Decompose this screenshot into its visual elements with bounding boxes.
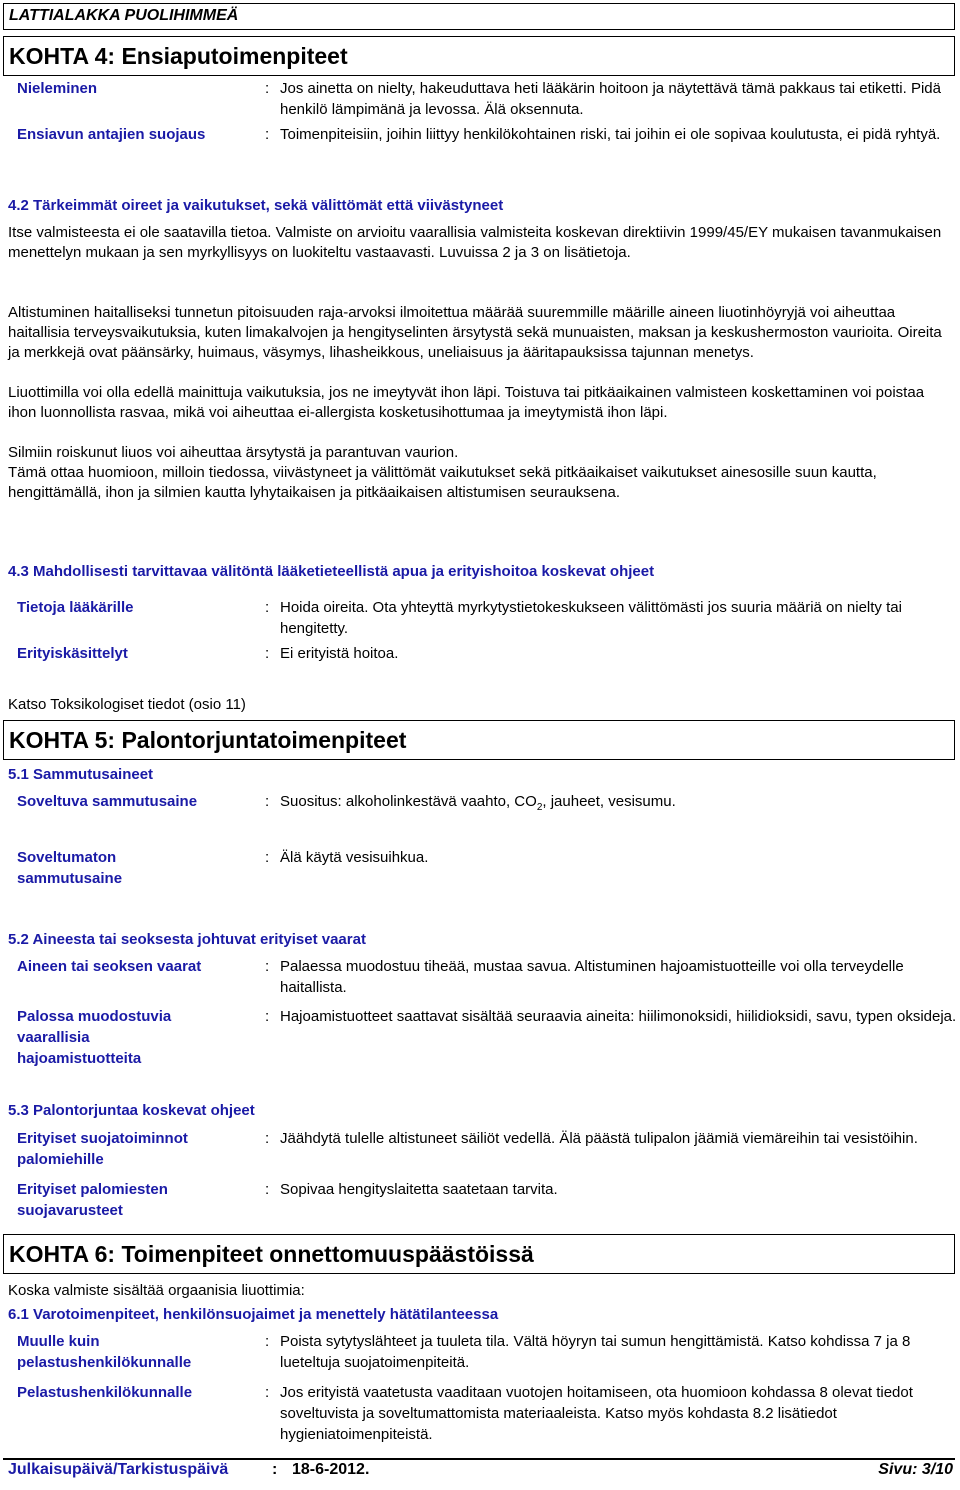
- row-value: Jos erityistä vaatetusta vaaditaan vuotojen hoitamiseen, ota huomioon kohdassa 8 olevat tiedot soveltuvista ja soveltumattomista materiaaleista. Katso myös kohdasta 8.2 lisätiedot hygieniatoimenpiteistä.: [280, 1384, 913, 1443]
- row-value: Jos ainetta on nielty, hakeuduttava heti lääkärin hoitoon ja näytettävä tämä pakkaus tai etiketti. Pidä henkilö lämpimänä ja levossa. Älä oksennuta.: [280, 80, 941, 118]
- section-6-intro: Koska valmiste sisältää orgaanisia liuottimia:: [8, 1282, 305, 1299]
- section-6-title-box: [3, 1234, 955, 1274]
- row-label: Soveltuva sammutusaine: [17, 793, 198, 810]
- paragraph: Silmiin roiskunut liuos voi aiheuttaa ärsytystä ja parantuvan vaurion.: [8, 444, 459, 461]
- row-value: Hoida oireita. Ota yhteyttä myrkytystietokeskukseen välittömästi jos suuria määriä on nielty tai hengitetty.: [280, 599, 902, 637]
- row-value: Poista sytytyslähteet ja tuuleta tila. Vältä höyryn tai sumun hengittämistä. Katso kohdissa 7 ja 8 lueteltuja suojatoimenpiteitä.: [280, 1333, 911, 1371]
- row-label: Aineen tai seoksen vaarat: [17, 958, 202, 975]
- footer-date-label: Julkaisupäivä/Tarkistuspäivä: [8, 1461, 229, 1478]
- row-value: Ei erityistä hoitoa.: [280, 645, 399, 662]
- row-colon: :: [265, 793, 270, 810]
- paragraph: Liuottimilla voi olla edellä mainittuja vaikutuksia, jos ne imeytyvät ihon läpi. Toistuva tai pitkäaikainen valmisteen koskettaminen voi poistaa ihon luonnollista rasvaa, mikä voi aiheuttaa ei-allergista kosketusihottumaa ja imeytymistä ihon läpi.: [8, 384, 925, 421]
- row-colon: :: [265, 80, 270, 97]
- section-6-title: KOHTA 6: Toimenpiteet onnettomuuspäästöissä: [9, 1241, 534, 1267]
- value-text: Suositus: alkoholinkestävä vaahto, CO: [280, 793, 537, 810]
- row-value: Älä käytä vesisuihkua.: [280, 849, 429, 866]
- row-colon: :: [265, 599, 270, 616]
- subsection-5-3-title: 5.3 Palontorjuntaa koskevat ohjeet: [8, 1102, 255, 1119]
- row-value: Toimenpiteisiin, joihin liittyy henkilökohtainen riski, tai joihin ei ole sopivaa koulutusta, ei pidä ryhtyä.: [280, 126, 941, 143]
- subsection-6-1-title: 6.1 Varotoimenpiteet, henkilönsuojaimet ja menettely hätätilanteessa: [8, 1306, 499, 1323]
- row-colon: :: [265, 1181, 270, 1198]
- product-name: LATTIALAKKA PUOLIHIMMEÄ: [9, 7, 239, 24]
- row-value: Jäähdytä tulelle altistuneet säiliöt vedellä. Älä päästä tulipalon jäämiä viemäreihin tai vesistöihin.: [280, 1130, 918, 1147]
- paragraph: Itse valmisteesta ei ole saatavilla tietoa. Valmiste on arvioitu vaarallisia valmisteita koskevan direktiivin 1999/45/EY mukaisen tavanmukaisen menettelyn mukaan ja sen myrkyllisyys on luokiteltu vastaavasti. Luvuissa 2 ja 3 on lisätietoja.: [8, 224, 942, 261]
- row-colon: :: [265, 958, 270, 975]
- subsection-5-1-title: 5.1 Sammutusaineet: [8, 766, 154, 783]
- product-header: [3, 3, 955, 30]
- footer-colon: :: [272, 1461, 278, 1478]
- paragraph: Altistuminen haitalliseksi tunnetun pitoisuuden raja-arvoksi ilmoitettua määrää suuremmille määrille aineen liuotinhöyryjä voi aiheuttaa haitallisia terveysvaikutuksia, kuten limakalvojen ja hengityselinten ärsytystä sekä munuaisten, maksan ja keskushermoston vaurioita. Oireita ja merkkejä ovat päänsärky, huimaus, väsymys, lihasheikkous, uneliaisuus ja ääritapauksissa tajunnan menetys.: [8, 304, 942, 361]
- row-value: Sopivaa hengityslaitetta saatetaan tarvita.: [280, 1181, 558, 1198]
- row-label: Erityiskäsittelyt: [17, 645, 128, 662]
- row-label: Muulle kuin pelastushenkilökunnalle: [17, 1333, 192, 1371]
- row-label: Erityiset palomiesten suojavarusteet: [17, 1181, 168, 1219]
- row-colon: :: [265, 645, 270, 662]
- row-label: Palossa muodostuvia vaarallisia hajoamistuotteita: [17, 1008, 172, 1067]
- row-label: Erityiset suojatoiminnot palomiehille: [17, 1130, 188, 1168]
- paragraph: Tämä ottaa huomioon, milloin tiedossa, viivästyneet ja välittömät vaikutukset sekä pitkäaikaiset vaikutukset ainesosille suun kautta, hengittämällä, ihon ja silmien kautta lyhytaikaisen ja pitkäaikaisen altistumisen seurauksena.: [8, 464, 877, 501]
- row-label: Pelastushenkilökunnalle: [17, 1384, 193, 1401]
- row-label: Nieleminen: [17, 80, 98, 97]
- subsection-4-2-title: 4.2 Tärkeimmät oireet ja vaikutukset, sekä välittömät että viivästyneet: [8, 197, 504, 214]
- row-label: Ensiavun antajien suojaus: [17, 126, 206, 143]
- row-label: Tietoja lääkärille: [17, 599, 134, 616]
- row-colon: :: [265, 1130, 270, 1147]
- row-colon: :: [265, 849, 270, 866]
- row-value: Hajoamistuotteet saattavat sisältää seuraavia aineita: hiilimonoksidi, hiilidioksidi, savu, typen oksideja.: [280, 1008, 957, 1025]
- subscript: 2: [536, 802, 543, 813]
- row-colon: :: [265, 1008, 270, 1025]
- section-5-title: KOHTA 5: Palontorjuntatoimenpiteet: [9, 727, 407, 753]
- section-4-title: KOHTA 4: Ensiaputoimenpiteet: [9, 43, 348, 69]
- row-value: [280, 791, 960, 818]
- footer-date: 18-6-2012.: [292, 1461, 370, 1478]
- footer-page-number: Sivu: 3/10: [878, 1461, 953, 1478]
- row-colon: :: [265, 1333, 270, 1350]
- row-colon: :: [265, 1384, 270, 1401]
- footer-divider: [3, 1458, 955, 1460]
- see-also-note: Katso Toksikologiset tiedot (osio 11): [8, 696, 246, 713]
- section-5-title-box: [3, 720, 955, 760]
- row-label: Soveltumaton sammutusaine: [17, 849, 123, 887]
- section-4-title-box: [3, 36, 955, 76]
- subsection-5-2-title: 5.2 Aineesta tai seoksesta johtuvat erityiset vaarat: [8, 931, 366, 948]
- subsection-4-3-title: 4.3 Mahdollisesti tarvittavaa välitöntä lääketieteellistä apua ja erityishoitoa koskevat ohjeet: [8, 563, 655, 580]
- row-colon: :: [265, 126, 270, 143]
- row-value: Palaessa muodostuu tiheää, mustaa savua. Altistuminen hajoamistuotteille voi olla terveydelle haitallista.: [280, 958, 904, 996]
- value-text: , jauheet, vesisumu.: [542, 793, 676, 810]
